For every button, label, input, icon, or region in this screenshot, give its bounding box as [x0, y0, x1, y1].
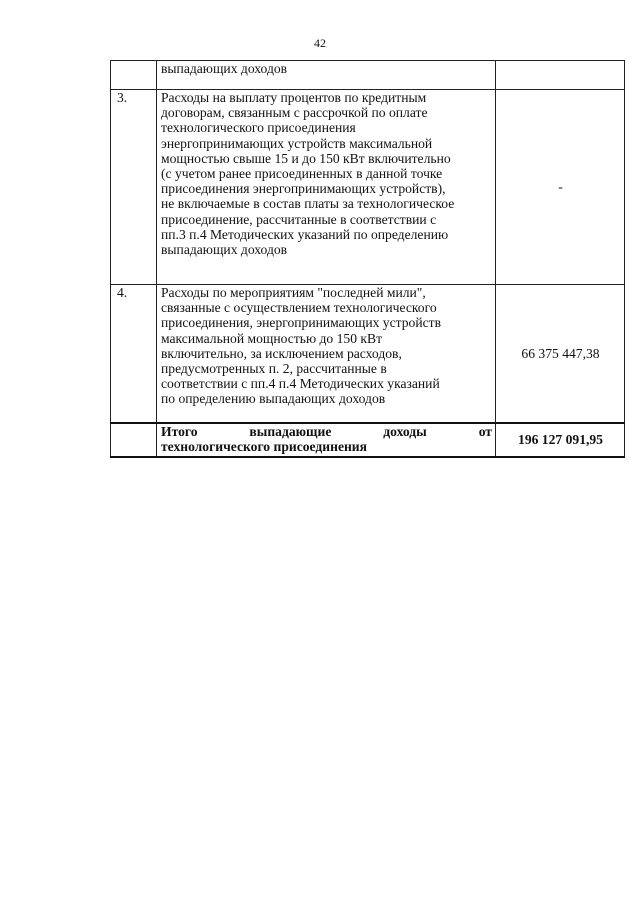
total-row: [111, 423, 625, 457]
row-number: [111, 61, 157, 90]
row-value: -: [496, 90, 625, 285]
page-number: 42: [314, 36, 326, 50]
total-word: Итого: [161, 424, 198, 439]
total-word: выпадающие: [249, 424, 332, 439]
total-word: доходы: [383, 424, 427, 439]
total-word: от: [478, 424, 492, 439]
row-description: выпадающих доходов: [157, 61, 496, 90]
total-value: 196 127 091,95: [496, 423, 625, 457]
total-label-line2: технологического присоединения: [161, 439, 367, 455]
table-row: [111, 90, 625, 285]
table-row: [111, 61, 625, 90]
row-number: 4.: [111, 285, 157, 424]
total-label-line1: [161, 424, 492, 439]
row-value: 66 375 447,38: [496, 285, 625, 424]
row-description: Расходы на выплату процентов по кредитным договорам, связанным с рассрочкой по оплате технологического присоединения энергопринимающих устройств максимальной мощностью свыше 15 и до 150 кВт включительно (с учетом ранее присоединенных в данной точке присоединения энергопринимающих устройств), не включаемые в состав платы за технологическое присоединение, рассчитанные в соответствии с пп.3 п.4 Методических указаний по определению выпадающих доходов: [157, 90, 496, 285]
total-label: [157, 423, 496, 457]
expenses-table: [110, 60, 625, 458]
row-value: [496, 61, 625, 90]
row-number: 3.: [111, 90, 157, 285]
table-row: [111, 285, 625, 424]
row-description: Расходы по мероприятиям "последней мили", связанные с осуществлением технологического присоединения, энергопринимающих устройств максимальной мощностью до 150 кВт включительно, за исключением расходов, предусмотренных п. 2, рассчитанные в соответствии с пп.4 п.4 Методических указаний по определению выпадающих доходов: [157, 285, 496, 424]
total-number-cell: [111, 423, 157, 457]
